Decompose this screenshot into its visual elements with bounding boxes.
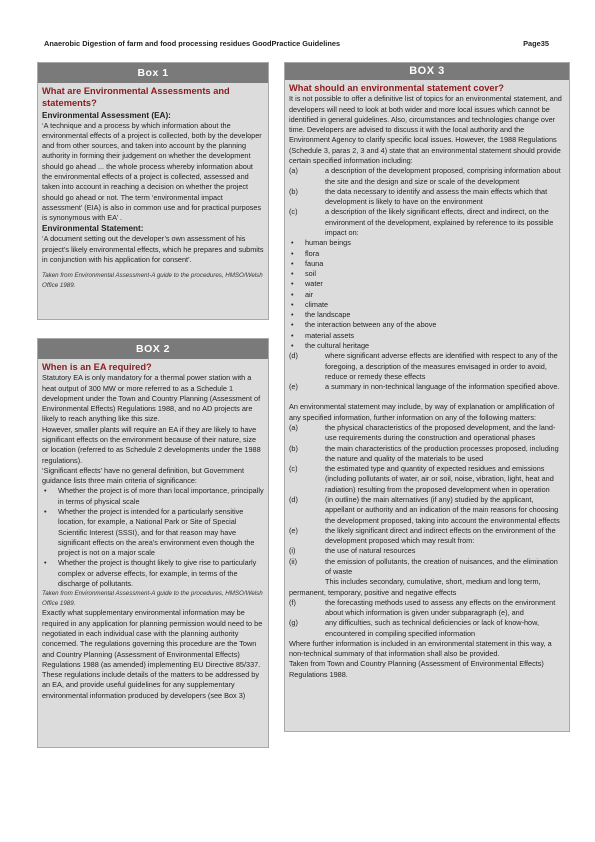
box-2-paragraph: However, smaller plants will require an EA if they are likely to have significant effects on the environment because of their nature, size or location (referred to as Schedule 2 developments under the 1988 regulations).: [42, 424, 261, 465]
impact-bullet: • air: [291, 289, 314, 299]
list-item: (e) a summary in non-technical language of the information specified above.: [289, 382, 560, 392]
box-3-paragraph: An environmental statement may include, by way of explanation or amplification of any specified information, further information on any of the following matters:: [289, 402, 555, 422]
criteria-bullet: • Whether the project is intended for a particularly sensitive location, for example, a National Park or Site of Special Scientific Interest (SSSI), and for that reason may have significant effects on the area’s environment even though the project is not on a major scale: [44, 506, 255, 558]
box-3-closing: Where further information is included in an environmental statement in this way, a non-technical summary of that information shall also be provided.: [289, 638, 552, 659]
bullet-icon: •: [291, 269, 294, 279]
list-item: (a) the physical characteristics of the proposed development, and the land-use requirements during the construction and operational phases: [289, 423, 556, 443]
bullet-icon: •: [44, 558, 47, 568]
box-3-title: BOX 3: [285, 63, 569, 80]
list-item: (b) the main characteristics of the production processes proposed, including the nature and quality of the materials to be used: [289, 443, 559, 463]
criteria-bullet: • Whether the project is thought likely to give rise to particularly complex or adverse effects, for example, in terms of the discharge of pollutants.: [44, 558, 257, 588]
list-item: (a) a description of the development proposed, comprising information about the site and the design and size or scale of the development: [289, 166, 561, 186]
impact-bullet: • material assets: [291, 330, 355, 340]
box-2-paragraph: ‘Significant effects’ have no general definition, but Government guidance lists three main criteria of significance:: [42, 465, 245, 486]
box-2-paragraph: Exactly what supplementary environmental information may be required in any application for planning permission would need to be negotiated in each individual case with the planning authority concerned. The regulations governing this procedure are the Town and Country Planning (Assessment of Environmental Effects) Regulations 1988 (as amended) implementing EU Directive 85/337. These regulations include details of the matters to be addressed by an EA, and provide useful guidelines for any supplementary environmental information produced by developers (see Box 3): [42, 608, 263, 700]
bullet-icon: •: [291, 279, 294, 289]
box-3-source: Taken from Town and Country Planning (Assessment of Environmental Effects) Regulations 1988.: [289, 659, 544, 679]
impact-bullet: • climate: [291, 299, 329, 309]
es-heading: Environmental Statement:: [42, 224, 144, 234]
bullet-icon: •: [44, 486, 47, 496]
list-item: (i) the use of natural resources: [289, 546, 416, 556]
list-item: (e) the likely significant direct and indirect effects on the environment of the development proposed which may result from:: [289, 525, 556, 546]
box-3-intro: It is not possible to offer a definitive list of topics for an environmental statement, and developers will need to look at both wider and more local issues which cannot be identified in general guidelines. Also, circumstances and technologies change over time. Developers are advised to discuss it with the local authority and the Environment Agency to clarify specific local issues. However, the 1988 Regulations (Schedule 3, paras 2, 3 and 4) state that an environmental statement should provide certain specified information including:: [289, 94, 562, 165]
bullet-icon: •: [44, 506, 47, 516]
bullet-icon: •: [291, 238, 294, 248]
impact-bullet: • human beings: [291, 238, 351, 248]
impact-bullet: • flora: [291, 248, 320, 258]
box-1-question: What are Environmental Assessments and statements?: [42, 86, 230, 109]
box-2-title: BOX 2: [38, 339, 268, 359]
list-item: (g) any difficulties, such as technical deficiencies or lack of know-how, encountered in compiling specified information: [289, 618, 540, 638]
list-item: (b) the data necessary to identify and assess the main effects which that development is likely to have on the environment: [289, 186, 548, 207]
list-item: (c) a description of the likely significant effects, direct and indirect, on the environment of the development, explained by reference to its possible impact on:: [289, 207, 554, 237]
bullet-icon: •: [291, 258, 294, 268]
box-2-question: When is an EA required?: [42, 362, 152, 372]
document-title: Anaerobic Digestion of farm and food processing residues GoodPractice Guidelines: [44, 39, 341, 48]
list-item: (ii) the emission of pollutants, the creation of nuisances, and the elimination of waste: [289, 556, 558, 576]
bullet-icon: •: [291, 248, 294, 258]
page-number: Page35: [523, 39, 549, 48]
criteria-bullet: • Whether the project is of more than local importance, principally in terms of physical scale: [44, 486, 264, 506]
box-3-question: What should an environmental statement cover?: [289, 83, 504, 93]
box-2: [37, 338, 269, 748]
impact-bullet: • the interaction between any of the above: [291, 320, 437, 330]
list-item: (f) the forecasting methods used to assess any effects on the environment about which information is given under subparagraph (e), and: [289, 597, 556, 618]
box-2-paragraph: Statutory EA is only mandatory for a thermal power station with a heat output of 300 MW or more referred to as a Schedule 1 development under the Town and Country Planning (Assessment of Environmental Effects) Regulations 1988, and no AD projects are likely to reach anything like this size.: [42, 373, 261, 424]
bullet-icon: •: [291, 341, 294, 351]
impact-bullet: • the landscape: [291, 310, 351, 320]
ea-heading: Environmental Assessment (EA):: [42, 110, 171, 120]
bullet-icon: •: [291, 289, 294, 299]
ea-definition: ‘A technique and a process by which information about the environmental effects of a project is collected, both by the developer and from other sources, and taken into account by the planning authority in forming their judgement on whether the development should go ahead ... the whole process whereby information about the environmental effects of a project is collected, assessed and taken into account in reaching a decision on whether the project should go ahead or not. The term ‘environmental impact assessment’ (EIA) is also in common use and for practical purposes is synonymous with EA’ .: [42, 120, 262, 223]
impact-bullet: • soil: [291, 269, 316, 279]
bullet-icon: •: [291, 299, 294, 309]
box-1-title: Box 1: [38, 63, 268, 83]
box-3: [284, 62, 570, 732]
box-1-source: Taken from Environmental Assessment-A guide to the procedures, HMSO/Welsh Office 1989.: [42, 272, 263, 289]
list-item: (d) where significant adverse effects are identified with respect to any of the foregoing, a description of the measures envisaged in order to avoid, reduce or remedy these effects: [289, 351, 558, 381]
page-header: [44, 39, 549, 51]
list-item: (d) (in outline) the main alternatives (if any) studied by the applicant, appellant or authority and an indication of the main reasons for choosing the development proposed, taking into account the environmental effects: [289, 494, 560, 525]
es-definition: ‘A document setting out the developer’s own assessment of his project’s likely environmental effects, which he prepares and submits in conjunction with his application for consent’.: [42, 234, 264, 264]
bullet-icon: •: [291, 320, 294, 330]
bullet-icon: •: [291, 330, 294, 340]
box-2-source: Taken from Environmental Assessment-A guide to the procedures, HMSO/Welsh Office 1989.: [42, 590, 263, 607]
bullet-icon: •: [291, 310, 294, 320]
box-1: [37, 62, 269, 320]
box-3-includes: This includes secondary, cumulative, short, medium and long term, permanent, temporary, positive and negative effects: [289, 577, 541, 597]
impact-bullet: • water: [291, 279, 323, 289]
list-item: (c) the estimated type and quantity of expected residues and emissions (including pollutants of water, air or soil, noise, vibration, light, heat and radiation) resulting from the proposed development when in operation: [289, 464, 554, 494]
impact-bullet: • the cultural heritage: [291, 341, 370, 351]
impact-bullet: • fauna: [291, 258, 324, 268]
